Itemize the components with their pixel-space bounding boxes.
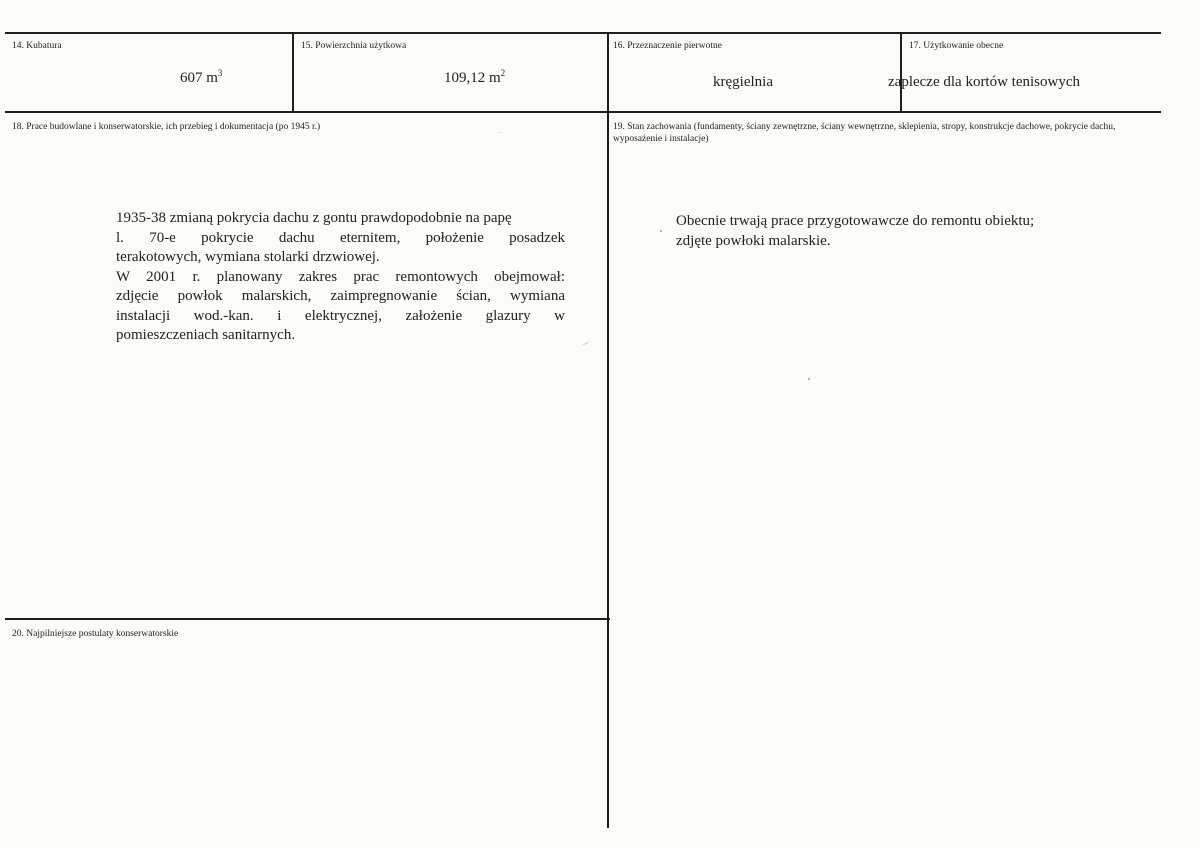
field-14-unit-exponent: 3 [217, 68, 223, 78]
field-20-label: 20. Najpilniejsze postulaty konserwatorskie [12, 629, 179, 639]
field-18-line: W 2001 r. planowany zakres prac remontowych obejmował: [116, 268, 565, 285]
field-18-line: l. 70-e pokrycie dachu eternitem, położenie posadzek [116, 229, 565, 246]
field-15-label: 15. Powierzchnia użytkowa [301, 41, 407, 51]
scan-speck [583, 342, 589, 345]
field-18-line: instalacji wod.-kan. i elektrycznej, założenie glazury w [116, 307, 565, 324]
scan-speck [808, 378, 810, 380]
field-18-label: 18. Prace budowlane i konserwatorskie, ich przebieg i dokumentacja (po 1945 r.) [12, 122, 321, 132]
field-15-value-text: 109,12 m [444, 70, 501, 86]
field-14-value [180, 70, 222, 87]
field-18-line: 1935-38 zmianą pokrycia dachu z gontu prawdopodobnie na papę [116, 210, 512, 226]
field-19-line: zdjęte powłoki malarskie. [676, 232, 831, 249]
scan-speck [660, 230, 662, 232]
field-17-value: zaplecze dla kortów tenisowych [888, 74, 1081, 90]
top-border [5, 32, 1161, 34]
field-18-text [116, 209, 565, 346]
col-divider-3 [900, 32, 902, 113]
row-divider [5, 111, 1161, 113]
field-15-value [444, 70, 505, 87]
field-18-line: pomieszczeniach sanitarnych. [116, 327, 296, 343]
field-18-line: zdjęcie powłok malarskich, zaimpregnowanie ścian, wymiana [116, 288, 565, 304]
field-14-value-text: 607 m [180, 70, 218, 86]
section-20-divider [5, 618, 610, 620]
field-19-label: 19. Stan zachowania (fundamenty, ściany zewnętrzne, ściany wewnętrzne, sklepienia, stropy, konstrukcje dachowe, pokrycie dachu, wyposażenie i instalacje) [613, 122, 1116, 144]
col-divider-main [607, 32, 609, 828]
field-19-text [676, 212, 1116, 251]
field-17-label: 17. Użytkowanie obecne [909, 41, 1004, 51]
col-divider-1 [292, 32, 294, 113]
field-16-label: 16. Przeznaczenie pierwotne [613, 41, 722, 51]
field-14-label: 14. Kubatura [12, 41, 62, 51]
field-15-unit-exponent: 2 [500, 68, 506, 78]
field-19-line: Obecnie trwają prace przygotowawcze do remontu obiektu; [676, 213, 1035, 229]
field-16-value: kręgielnia [713, 74, 773, 90]
scan-speck [500, 132, 501, 133]
field-18-line: terakotowych, wymiana stolarki drzwiowej. [116, 249, 380, 265]
